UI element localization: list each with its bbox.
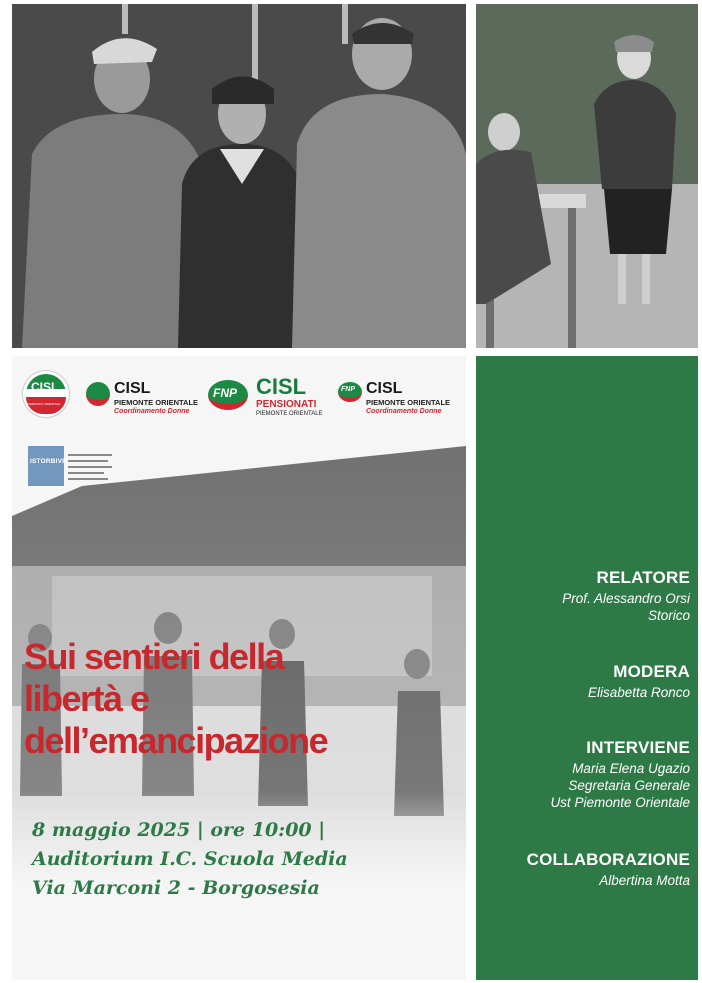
event-date: 8 maggio 2025 | ore 10:00 |: [32, 819, 326, 841]
cisl-swoosh-icon: [86, 382, 110, 406]
event-venue: Auditorium I.C. Scuola Media: [32, 848, 348, 870]
modera-block: [480, 662, 690, 701]
event-title: [24, 636, 464, 762]
fnp2-sub: Coordinamento Donne: [366, 408, 442, 415]
logo-fnp-piemonte-coordinamento: [338, 378, 464, 418]
interviene-role-2: Ust Piemonte Orientale: [550, 795, 690, 810]
logo-cisl-badge: [22, 370, 70, 418]
title-line-3: dell’emancipazione: [24, 720, 328, 761]
fnp2-name: CISL: [366, 380, 403, 397]
cisl-badge-sub: PIEMONTE ORIENTALE: [27, 402, 61, 406]
relatore-heading: RELATORE: [596, 568, 690, 587]
fnp-region: PIEMONTE ORIENTALE: [256, 411, 323, 417]
istorbive-label: ISTORBIVE: [30, 458, 67, 465]
collaborazione-heading: COLLABORAZIONE: [526, 850, 690, 869]
title-line-2: libertà e: [24, 678, 149, 719]
collaborazione-block: [480, 850, 690, 889]
logo-fnp-cisl-pensionati: [208, 374, 338, 422]
cisl-po-name: CISL: [114, 380, 151, 397]
modera-heading: MODERA: [613, 662, 690, 681]
relatore-block: [480, 568, 690, 624]
interviene-block: [480, 738, 690, 811]
title-line-1: Sui sentieri della: [24, 636, 284, 677]
woman-at-table-illustration: [476, 4, 698, 348]
interviene-role-1: Segretaria Generale: [568, 778, 690, 793]
historic-photo-partisans: [12, 4, 466, 348]
istorbive-mark-icon: [28, 446, 64, 486]
cisl-badge-label: CISL: [31, 380, 59, 394]
photo-woman-at-table: [476, 4, 698, 348]
cisl-po-sub: Coordinamento Donne: [114, 408, 190, 415]
fnp-pensionati: PENSIONATI: [256, 399, 317, 410]
logo-istorbive: [28, 446, 118, 488]
modera-name: Elisabetta Ronco: [587, 685, 690, 700]
credits-panel: [476, 356, 698, 980]
fnp2-badge-label: FNP: [341, 386, 355, 393]
logo-cisl-piemonte-coordinamento: [86, 378, 206, 418]
fnp-name: CISL: [256, 374, 307, 399]
collaborazione-name: Albertina Motta: [599, 873, 690, 888]
relatore-name: Prof. Alessandro Orsi: [562, 591, 690, 606]
event-address: Via Marconi 2 - Borgosesia: [32, 877, 320, 899]
cisl-po-region: PIEMONTE ORIENTALE: [114, 398, 199, 407]
partisans-photo-illustration: [12, 4, 466, 348]
fnp-badge-label: FNP: [213, 386, 237, 400]
fnp2-region: PIEMONTE ORIENTALE: [366, 398, 451, 407]
interviene-heading: INTERVIENE: [586, 738, 690, 757]
relatore-role: Storico: [647, 608, 690, 623]
interviene-name: Maria Elena Ugazio: [572, 761, 690, 776]
event-details: [32, 816, 452, 903]
